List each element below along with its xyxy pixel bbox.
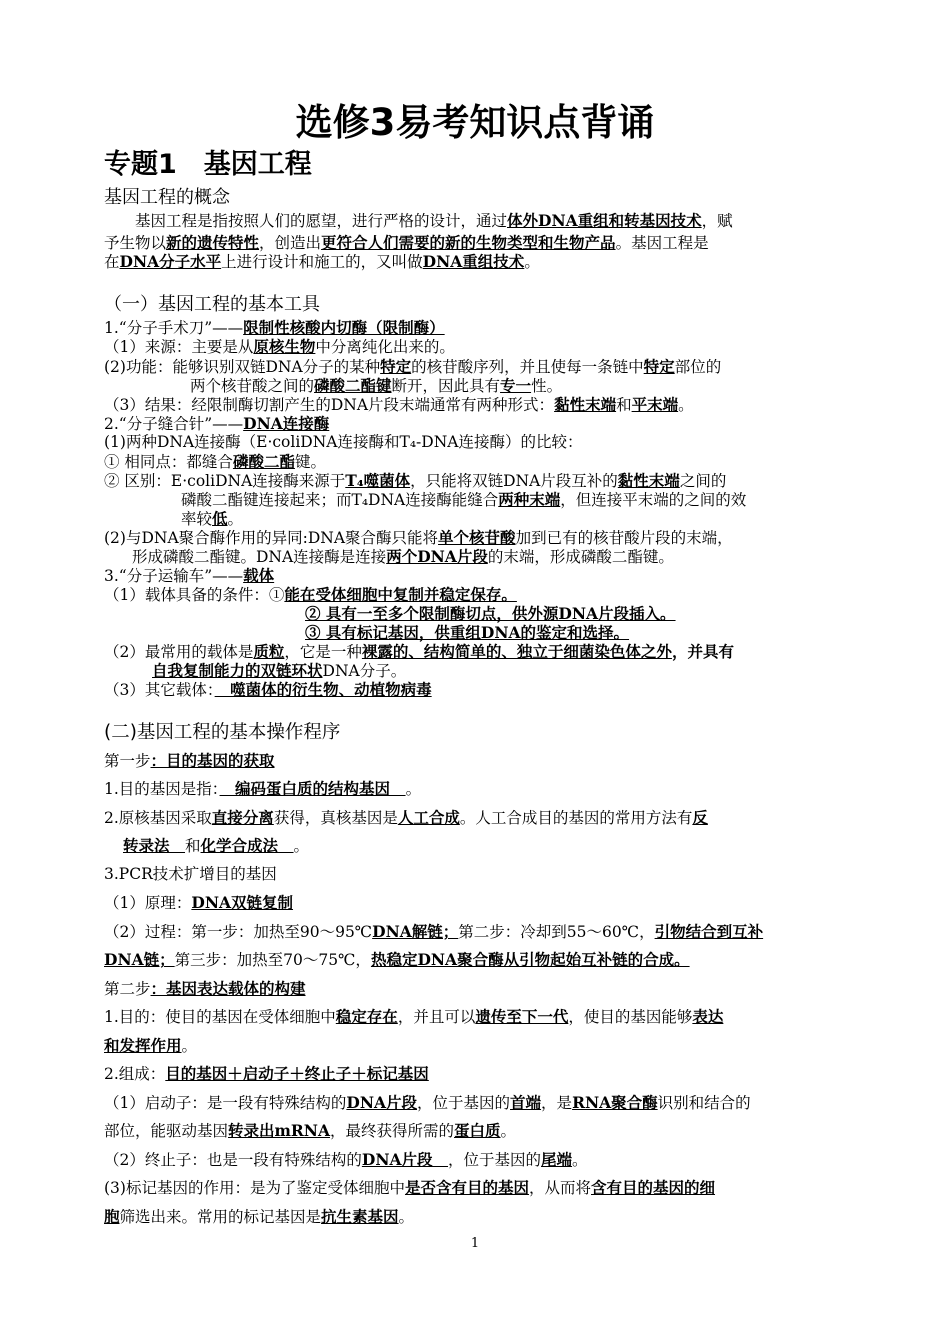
- tool-1-heading: 1.“分子手术刀”——限制性核酸内切酶（限制酶）: [104, 318, 445, 337]
- step-2-q2a1: （1）启动子：是一段有特殊结构的DNA片段，位于基因的首端，是RNA聚合酶识别和结合的: [104, 1093, 751, 1112]
- step-2-q2: 2.组成：目的基因＋启动子＋终止子＋标记基因: [104, 1064, 429, 1083]
- step-1-p2a: 2.原核基因采取直接分离获得，真核基因是人工合成。人工合成目的基因的常用方法有反: [104, 808, 708, 827]
- tool-2-diff-3: 率较低。: [181, 509, 244, 528]
- step-2-heading: 第二步：基因表达载体的构建: [104, 979, 306, 998]
- concept-heading: 基因工程的概念: [104, 187, 230, 208]
- step-1-p2b: 转录法 和化学合成法 。: [123, 836, 310, 855]
- step-2-q2b: （2）终止子：也是一段有特殊结构的DNA片段 ，位于基因的尾端。: [104, 1150, 588, 1169]
- tool-3-plasmid-2: 自我复制能力的双链环状DNA分子。: [152, 661, 407, 680]
- tool-2-vs-polymerase-2: 形成磷酸二酯键。DNA连接酶是连接两个DNA片段的末端，形成磷酸二酯键。: [132, 547, 674, 566]
- tool-1-result: （3）结果：经限制酶切割产生的DNA片段末端通常有两种形式：黏性末端和平末端。: [104, 395, 694, 414]
- tool-3-conditions-2: ② 具有一至多个限制酶切点，供外源DNA片段插入。: [305, 604, 676, 623]
- tool-2-heading: 2.“分子缝合针”——DNA连接酶: [104, 414, 330, 433]
- step-1-p3: 3.PCR技术扩增目的基因: [104, 865, 277, 883]
- step-1-p3a: （1）原理：DNA双链复制: [104, 893, 294, 912]
- step-1-p1: 1.目的基因是指： 编码蛋白质的结构基因 。: [104, 779, 422, 798]
- step-1-heading: 第一步：目的基因的获取: [104, 751, 275, 770]
- tool-2-diff-2: 磷酸二酯键连接起来；而T₄DNA连接酶能缝合两种末端，但连接平末端的之间的效: [181, 490, 747, 509]
- topic-heading: 专题1 基因工程: [104, 149, 312, 180]
- concept-line-2: 予生物以新的遗传特性，创造出更符合人们需要的新的生物类型和生物产品。基因工程是: [104, 233, 709, 252]
- step-2-q2c1: (3)标记基因的作用：是为了鉴定受体细胞中是否含有目的基因，从而将含有目的基因的细: [104, 1178, 716, 1197]
- tool-3-heading: 3.“分子运输车”——载体: [104, 566, 275, 585]
- concept-line-1: 基因工程是指按照人们的愿望，进行严格的设计，通过体外DNA重组和转基因技术，赋: [104, 211, 733, 230]
- tool-1-function-1: (2)功能：能够识别双链DNA分子的某种特定的核苷酸序列，并且使每一条链中特定部位的: [104, 357, 722, 376]
- step-2-q1a: 1.目的：使目的基因在受体细胞中稳定存在，并且可以遗传至下一代，使目的基因能够表达: [104, 1007, 724, 1026]
- page-number: 1: [470, 1236, 480, 1251]
- tool-2-vs-polymerase-1: (2)与DNA聚合酶作用的异同:DNA聚合酶只能将单个核苷酸加到已有的核苷酸片段的末端，: [104, 528, 733, 547]
- step-1-p3b1: （2）过程：第一步：加热至90～95℃DNA解链；第二步：冷却到55～60℃，引物结合到互补: [104, 922, 764, 941]
- step-2-q1b: 和发挥作用。: [104, 1036, 198, 1055]
- tool-2-diff-1: ② 区别：E·coliDNA连接酶来源于T₄噬菌体，只能将双链DNA片段互补的黏性末端之间的: [104, 471, 727, 490]
- tool-3-conditions-3: ③ 具有标记基因，供重组DNA的鉴定和选择。: [305, 623, 630, 642]
- step-2-q2a2: 部位，能驱动基因转录出mRNA，最终获得所需的蛋白质。: [104, 1121, 517, 1140]
- tool-1-source: （1）来源：主要是从原核生物中分离纯化出来的。: [104, 337, 455, 356]
- tool-2-compare: (1)两种DNA连接酶（E·coliDNA连接酶和T₄-DNA连接酶）的比较：: [104, 433, 583, 451]
- tool-3-other: （3）其它载体： 噬菌体的衍生物、动植物病毒: [104, 680, 432, 699]
- step-1-p3b2: DNA链；第三步：加热至70～75℃，热稳定DNA聚合酶从引物起始互补链的合成。: [104, 950, 690, 969]
- tools-heading: （一）基因工程的基本工具: [104, 294, 320, 315]
- tool-3-plasmid-1: （2）最常用的载体是质粒，它是一种裸露的、结构简单的、独立于细菌染色体之外，并具有: [104, 642, 734, 661]
- tool-2-same: ① 相同点：都缝合磷酸二酯键。: [104, 452, 326, 471]
- document-title: 选修3易考知识点背诵: [295, 101, 655, 144]
- step-2-q2c2: 胞筛选出来。常用的标记基因是抗生素基因。: [104, 1207, 415, 1226]
- tool-1-function-2: 两个核苷酸之间的磷酸二酯键断开，因此具有专一性。: [190, 376, 563, 395]
- tool-3-conditions-1: （1）载体具备的条件：①能在受体细胞中复制并稳定保存。: [104, 585, 517, 604]
- concept-line-3: 在DNA分子水平上进行设计和施工的，又叫做DNA重组技术。: [104, 252, 540, 271]
- procedure-heading: (二)基因工程的基本操作程序: [104, 722, 341, 743]
